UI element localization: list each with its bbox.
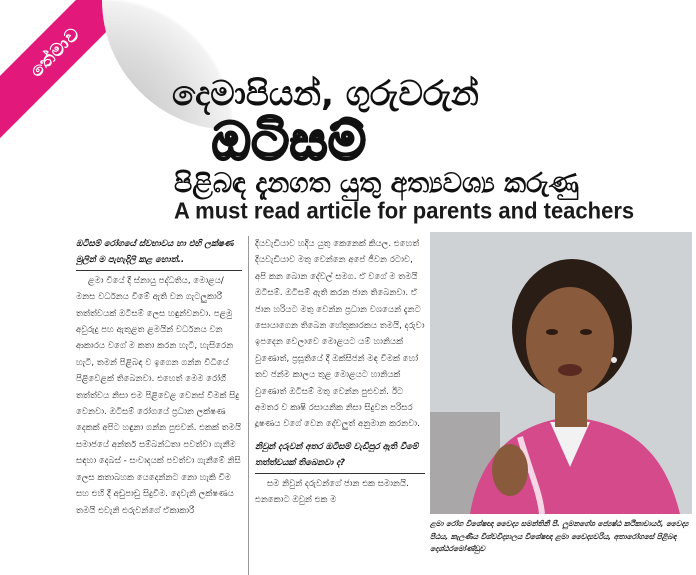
headline-line-3: පිළිබඳ දැනගත යුතු අත්‍යවශ්‍ය කරුණු [174, 168, 579, 199]
headline-line-1: දෙමාපියන්, ගුරුවරුන් [172, 74, 479, 114]
headline-english: A must read article for parents and teachers [174, 197, 635, 224]
column-2-subhead: නිවුන් දරුවන් අතර ඔටිසම් වැඩිපුර ඇති වීමේ තත්ත්වයක් තිබෙනවා ද? [255, 439, 425, 474]
column-2-body-2: සම නිවුන් දරුවන්ගේ ජාන එක සමානයි. එනකොට ඔවුන් එක ම [255, 478, 409, 506]
column-divider [248, 236, 249, 575]
column-1-subhead: ඔටිසම් රෝගයේ ස්වභාවය හා එහි ලක්ෂණ මුලින් ම පැහැදිලි කළ හොත්.. [76, 236, 242, 271]
article-column-1 [76, 236, 242, 519]
column-1-body: ළමා වියේ දී ස්නායු පද්ධතිය, මොළය/මනස වර්ධනය වීමේ ඇති වන ගැටලුකාරී තත්ත්වයක් ඔටිසම් ලෙස හඳුන්වනවා. පළමු අවුරුදු පහ ඇතුළත ළමයින් වර්ධනය වන ආකාරය වගේ ම කතා කරන හැටි, හැසිරෙන හැටි, තමන් පිළිබඳ ව ඉගෙන ගන්න විධියේ පිළිවෙළක් තිබෙනවා. එහෙත් මෙම රෝගී තත්ත්වය නිසා එම පිළිවෙළ වෙනස් වීමක් සිදු වෙනවා. ඔටිසම් රෝගයේ ප්‍රධාන ලක්ෂණ දෙකක් අපිට හඳුනා ගන්න පුළුවන්. එකක් තමයි සමාජයේ අන්තර් සම්බන්ධතා පවත්වා ගැනීම සඳහා දෙබස් - සංවාදයක් පවත්වා ගැනීමේ නිසි ලෙස කතාබහක යෙදෙන්නට නො හැකි වීම සහ එහි දී අඩුපාඩු සිදුවීම. දෙවැනි ලක්ෂණය තමයි එවැනි ළුරුවන්ගේ ඒකාකාරී [76, 275, 241, 516]
photo-caption: ළමා රෝග විශේෂඥ වෛද්‍ය සමන්තිනී පී. ලුමනගේශ ජ්‍යෙෂ්ඨ කථිකාචාර්ය, වෛද්‍ය පීඨය, කැලණිය විශ්වවිද්‍යාලය විශේෂඥ ළමා වෛද්‍යවරිය, අතාරෝගසේ පිළිබඳ දොශ්ඨරමෝණ්ඩුව [430, 519, 689, 554]
doctor-photo-illustration [430, 232, 692, 514]
headline-line-2: ඔටිසම් [212, 112, 367, 172]
doctor-photo [430, 232, 692, 514]
column-2-body: දියවැඩියාව හදිය යුතු කෙනෙක් කියල. එහෙත් දියවැඩියාව මතු වෙන්නෙ අපේ ජීවන රටාව, අපි කන බොන දේවල් සමග. ඒ වගේ ම තමයි ඔටිසම්. ඔටිසම් ඇති කරන ජාන තිබෙනවා. ඒ ජාන හරියට මතු වෙන්න ප්‍රධාන වශයෙන් දැනට සොයාගෙන තිබෙන හේතුකාරකය තමයි, දරුවා ඉපදෙන වෙලාවෙ මොළයට යම් හානියක් වුණොත්, ප්‍රසූතියේ දී ඔක්සිජන් මඳ වීමක් හෝ තව ජන්ම කාලය තුළ මොළයට හානියක් වුණොත් ඔටිසම් මතු වෙන්න පුළුවන්. ඊට අමතර ව කෘෂි රසායනික නිසා සිදුවන පරිසර දූෂණය වගේ වෙන දේවලුත් අනුමාන කරනවා. [255, 239, 425, 430]
article-column-2 [255, 236, 425, 509]
section-tag: තේමාව [25, 22, 85, 82]
